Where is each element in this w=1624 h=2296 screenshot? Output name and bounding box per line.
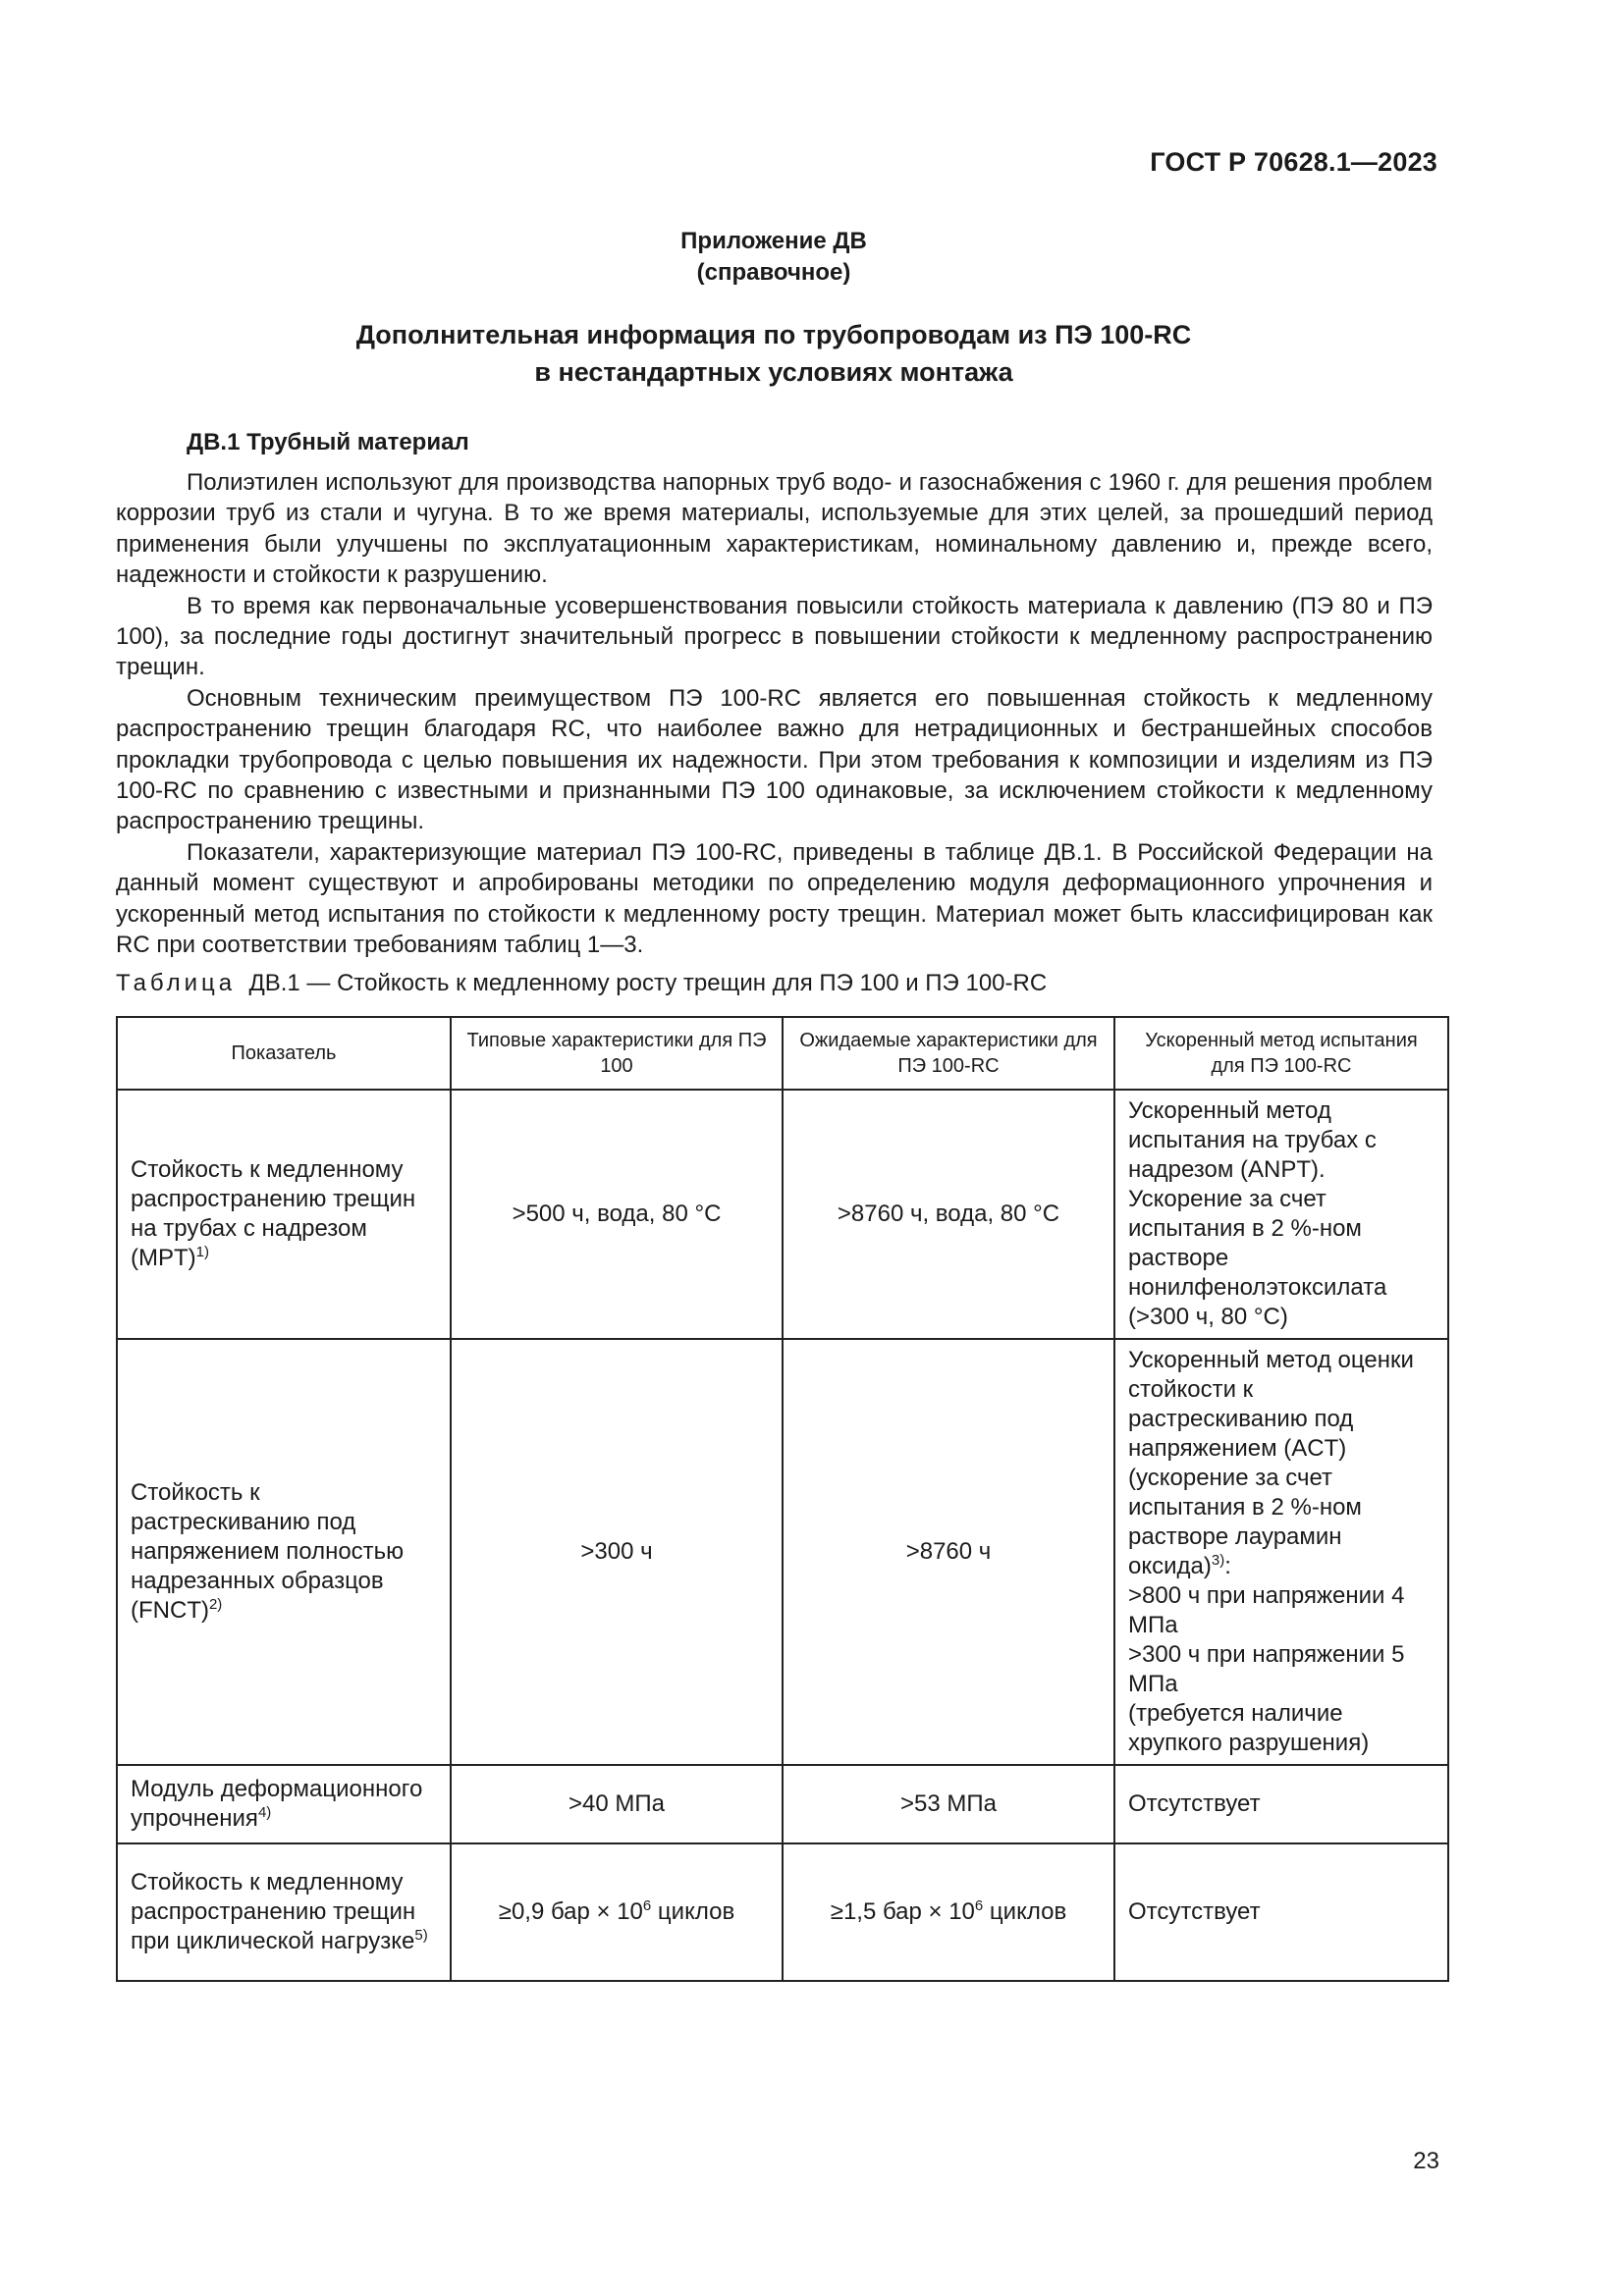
header-pe100: Типовые характеристики для ПЭ 100 (451, 1017, 783, 1090)
table-row (117, 1339, 1448, 1765)
body-text (116, 467, 1433, 961)
paragraph: Полиэтилен используют для производства напорных труб водо- и газоснабжения с 1960 г. для решения проблем коррозии труб из стали и чугуна. В то же время материалы, используемые для этих целей, за прошедший период применения были улучшены по эксплуатационным характеристикам, номинальному давлению и, прежде всего, надежности и стойкости к разрушению. (116, 469, 1433, 589)
main-title-line-2: в нестандартных условиях монтажа (534, 357, 1013, 387)
header-method: Ускоренный метод испытания для ПЭ 100-RC (1114, 1017, 1448, 1090)
appendix-title-block (116, 226, 1432, 289)
main-title (116, 316, 1432, 391)
section-heading: ДВ.1 Трубный материал (187, 429, 469, 455)
cell-pe100rc: ≥1,5 бар × $10^6$ циклов (783, 1843, 1114, 1981)
page-number: 23 (1413, 2148, 1439, 2174)
cell-method: Ускоренный метод испытания на трубах с надрезом (ANPT). Ускорение за счет испытания в 2 %-ном растворе нонилфенолэтоксилата (>300 ч, 80 °C) (1114, 1090, 1448, 1339)
cell-indicator: Стойкость к медленному распространению трещин при циклической нагрузке$^{5)}$ (117, 1843, 451, 1981)
appendix-type: (справочное) (696, 259, 851, 286)
cell-pe100: >40 МПа (451, 1765, 783, 1843)
header-pe100rc: Ожидаемые характеристики для ПЭ 100-RC (783, 1017, 1114, 1090)
table-caption-text: ДВ.1 — Стойкость к медленному росту трещин для ПЭ 100 и ПЭ 100-RC (248, 970, 1048, 996)
cell-pe100: ≥0,9 бар × $10^6$ циклов (451, 1843, 783, 1981)
cell-indicator: Стойкость к растрескиванию под напряжением полностью надрезанных образцов (FNCT)$^{2)}$ (117, 1339, 451, 1765)
cell-pe100rc: >8760 ч (783, 1339, 1114, 1765)
table-row (117, 1843, 1448, 1981)
cell-indicator: Модуль деформационного упрочнения$^{4)}$ (117, 1765, 451, 1843)
cell-method: Отсутствует (1114, 1765, 1448, 1843)
main-title-line-1: Дополнительная информация по трубопроводам из ПЭ 100-RC (355, 320, 1192, 349)
table-caption (116, 970, 1047, 997)
cell-indicator: Стойкость к медленному распространению трещин на трубах с надрезом (MPT)$^{1)}$ (117, 1090, 451, 1339)
header-indicator: Показатель (117, 1017, 451, 1090)
cell-method: Ускоренный метод оценки стойкости к растрескиванию под напряжением (ACT) (ускорение за счет испытания в 2 %-ном растворе лаурамин оксида)$^{3)}$: >800 ч при напряжении 4 МПа >300 ч при напряжении 5 МПа (требуется наличие хрупкого разрушения) (1114, 1339, 1448, 1765)
cell-method: Отсутствует (1114, 1843, 1448, 1981)
paragraph: Основным техническим преимуществом ПЭ 100-RC является его повышенная стойкость к медленному распространению трещин благодаря RC, что наиболее важно для нетрадиционных и бестраншейных способов прокладки трубопровода с целью повышения их надежности. При этом требования к композиции и изделиям из ПЭ 100-RC по сравнению с известными и признанными ПЭ 100 одинаковые, за исключением стойкости к медленному распространению трещины. (116, 684, 1433, 835)
cell-pe100rc: >53 МПа (783, 1765, 1114, 1843)
cell-pe100rc: >8760 ч, вода, 80 °C (783, 1090, 1114, 1339)
table-row (117, 1090, 1448, 1339)
appendix-title: Приложение ДВ (680, 228, 867, 254)
paragraph: Показатели, характеризующие материал ПЭ 100-RC, приведены в таблице ДВ.1. В Российской Федерации на данный момент существуют и апробированы методики по определению модуля деформационного упрочнения и ускоренный метод испытания по стойкости к медленному росту трещин. Материал может быть классифицирован как RC при соответствии требованиям таблиц 1—3. (116, 838, 1433, 959)
cell-pe100: >300 ч (451, 1339, 783, 1765)
cell-pe100: >500 ч, вода, 80 °C (451, 1090, 783, 1339)
table-row (117, 1765, 1448, 1843)
table-header-row (117, 1017, 1448, 1090)
table-caption-label: Таблица (116, 970, 237, 996)
document-code: ГОСТ Р 70628.1—2023 (1150, 147, 1437, 177)
paragraph: В то время как первоначальные усовершенствования повысили стойкость материала к давлению (ПЭ 80 и ПЭ 100), за последние годы достигнут значительный прогресс в повышении стойкости к медленному распространению трещин. (116, 592, 1433, 681)
resistance-table (116, 1016, 1449, 1982)
